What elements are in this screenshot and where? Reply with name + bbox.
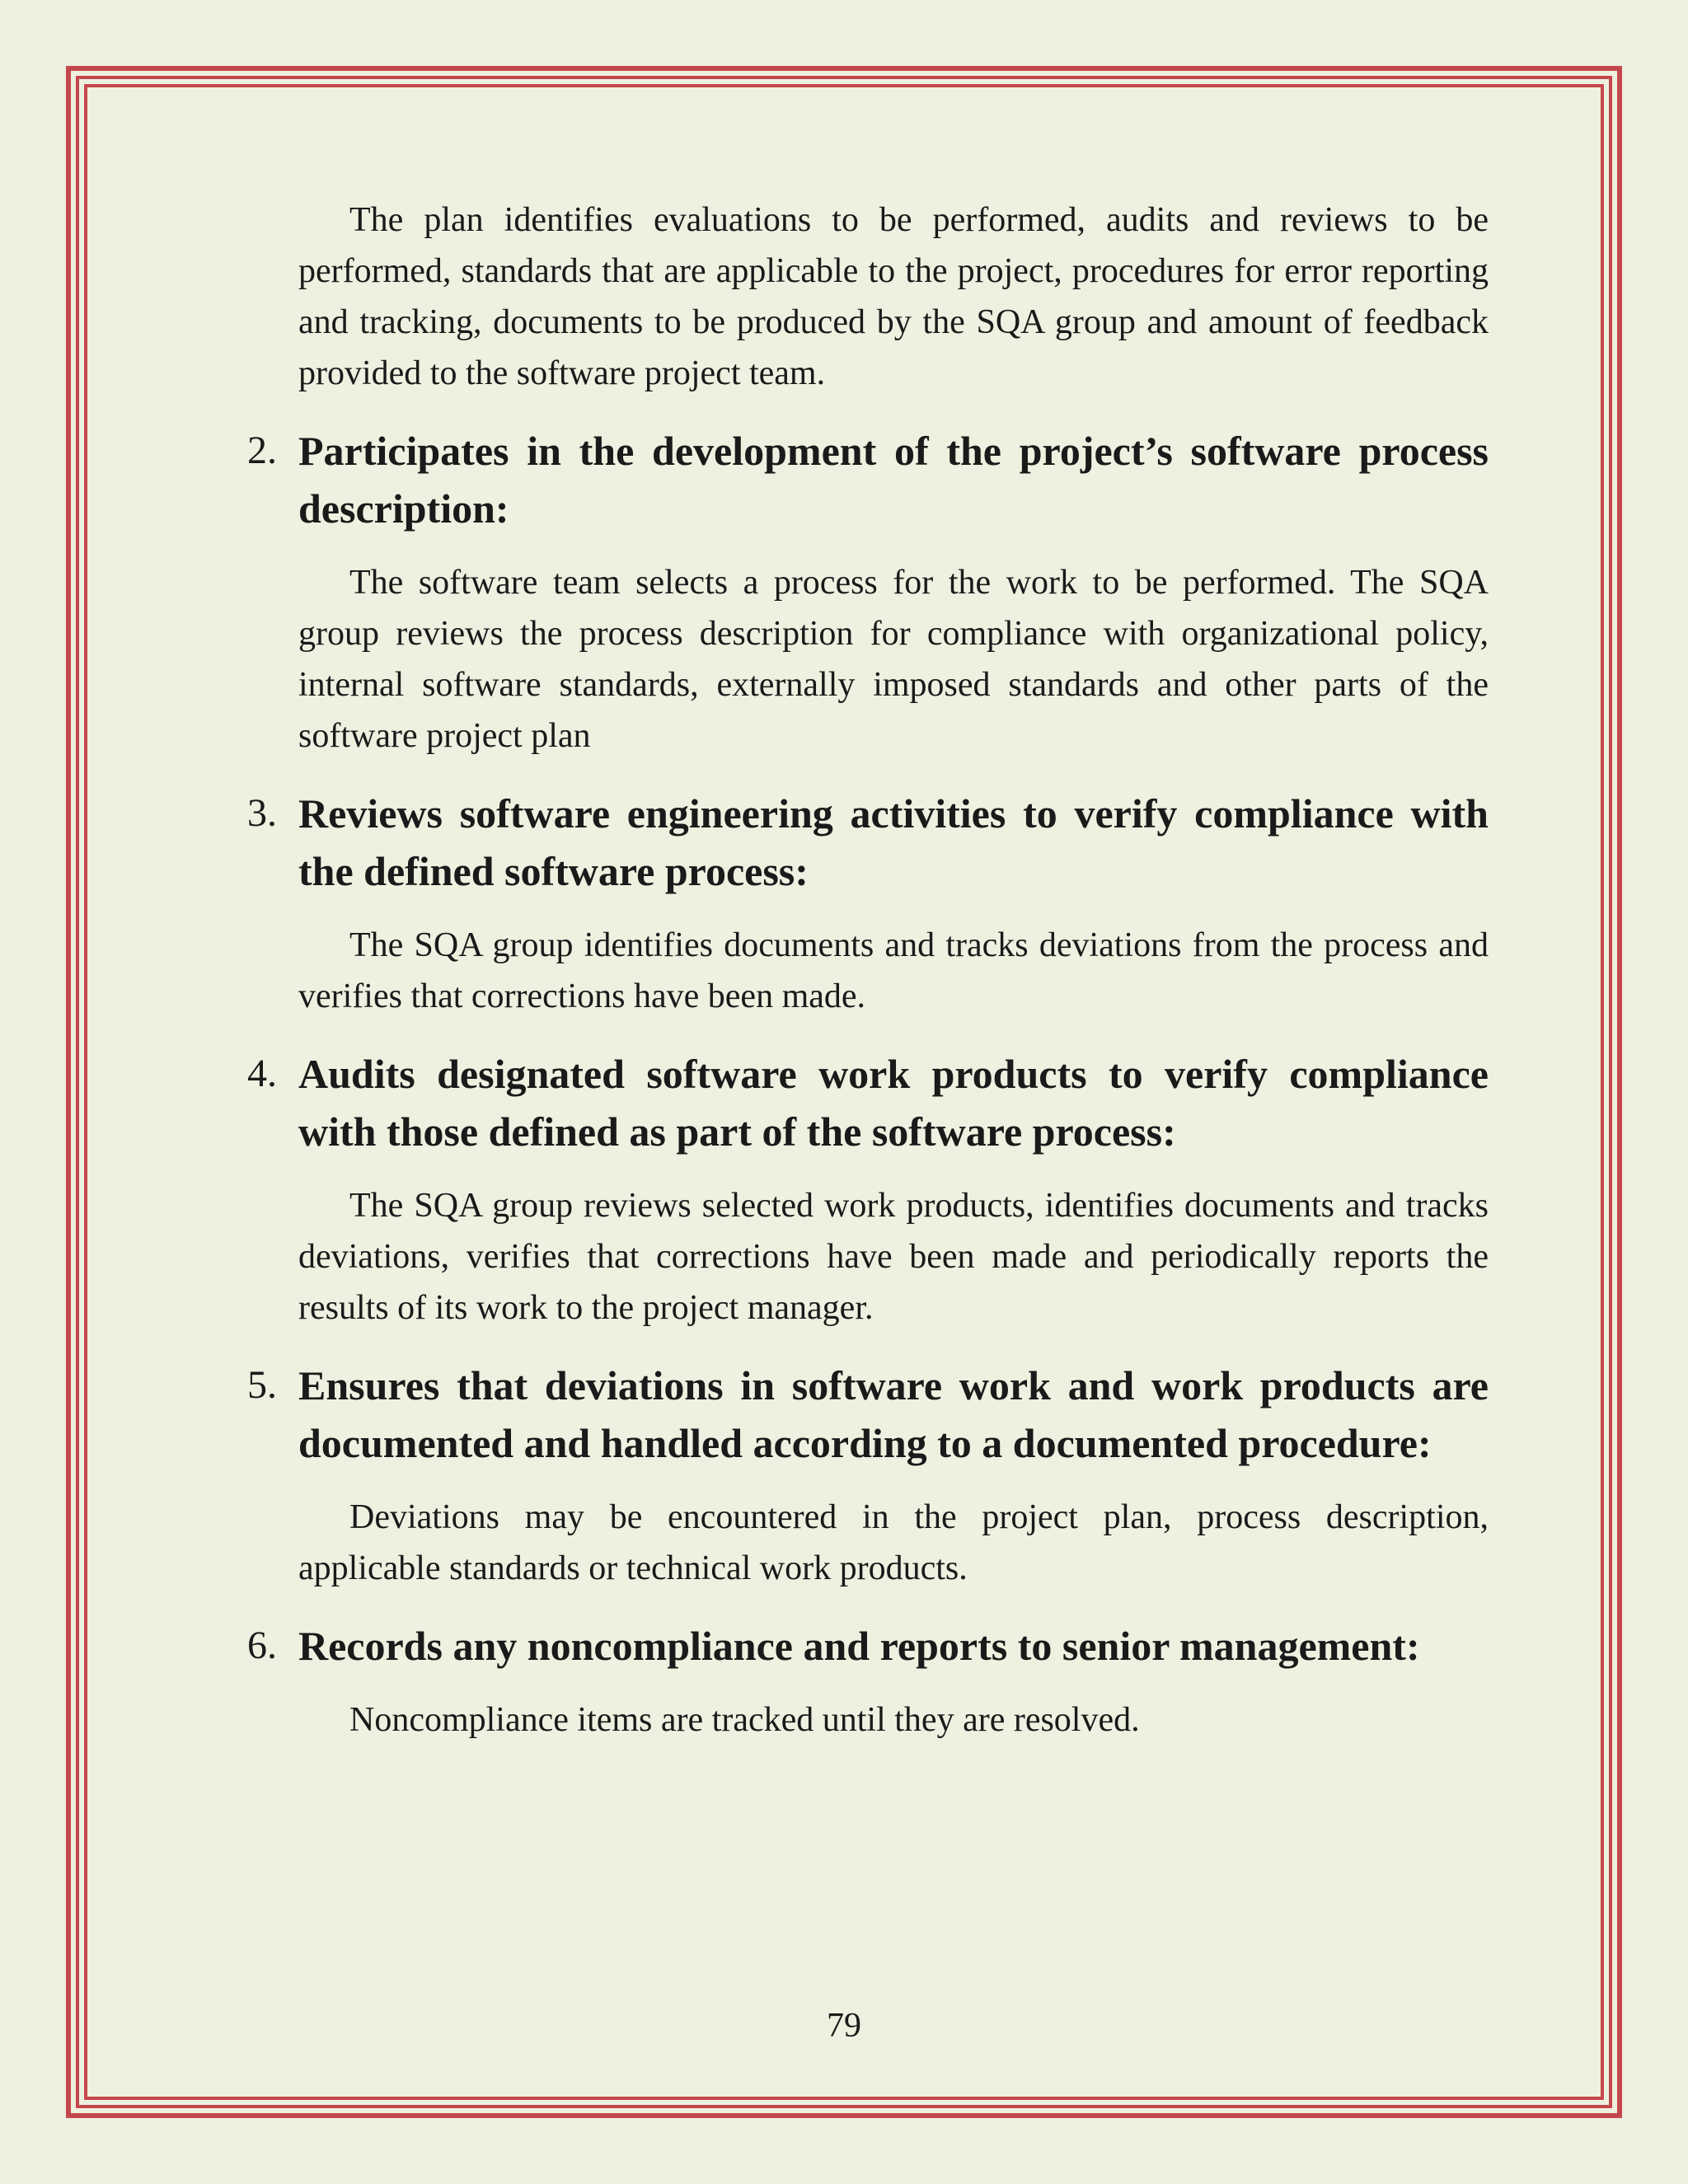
item-body: Noncompliance items are tracked until they are resolved.: [349, 1701, 1140, 1739]
list-item-6: [247, 1617, 1489, 1746]
item-number: 4.: [247, 1052, 277, 1095]
item-number: 2.: [247, 429, 277, 472]
intro-paragraph: The plan identifies evaluations to be performed, audits and reviews to be performed, standards that are applicable to the project, procedures for error reporting and tracking, documents to be produced by the SQA group and amount of feedback provided to the software project team.: [298, 201, 1489, 392]
item-number: 6.: [247, 1624, 277, 1667]
item-number: 3.: [247, 791, 277, 835]
list-item-4: [247, 1045, 1489, 1333]
item-number: 5.: [247, 1363, 277, 1407]
item-body: The software team selects a process for the work to be performed. The SQA group reviews the process description for compliance with organizational policy, internal software standards, externally imposed standards and other parts of the software project plan: [298, 564, 1489, 755]
list-item-3: [247, 785, 1489, 1022]
item-body: The SQA group reviews selected work products, identifies documents and tracks deviations, verifies that corrections have been made and periodically reports the results of its work to the project manager.: [298, 1187, 1489, 1327]
list-item-2: [247, 422, 1489, 762]
item-heading: Ensures that deviations in software work and work products are documented and handled according to a documented procedure:: [298, 1362, 1489, 1466]
page-content: [247, 194, 1489, 1746]
item-heading: Audits designated software work products to verify compliance with those defined as part of the software process:: [298, 1051, 1489, 1155]
item-heading: Participates in the development of the project’s software process description:: [298, 428, 1489, 532]
item-heading: Records any noncompliance and reports to senior management:: [298, 1623, 1420, 1669]
item-heading: Reviews software engineering activities to verify compliance with the defined software process:: [298, 790, 1489, 894]
page-number: 79: [827, 2007, 861, 2045]
item-body: Deviations may be encountered in the project plan, process description, applicable standards or technical work products.: [298, 1498, 1489, 1587]
list-item-5: [247, 1357, 1489, 1594]
item-body: The SQA group identifies documents and tracks deviations from the process and verifies that corrections have been made.: [298, 926, 1489, 1015]
